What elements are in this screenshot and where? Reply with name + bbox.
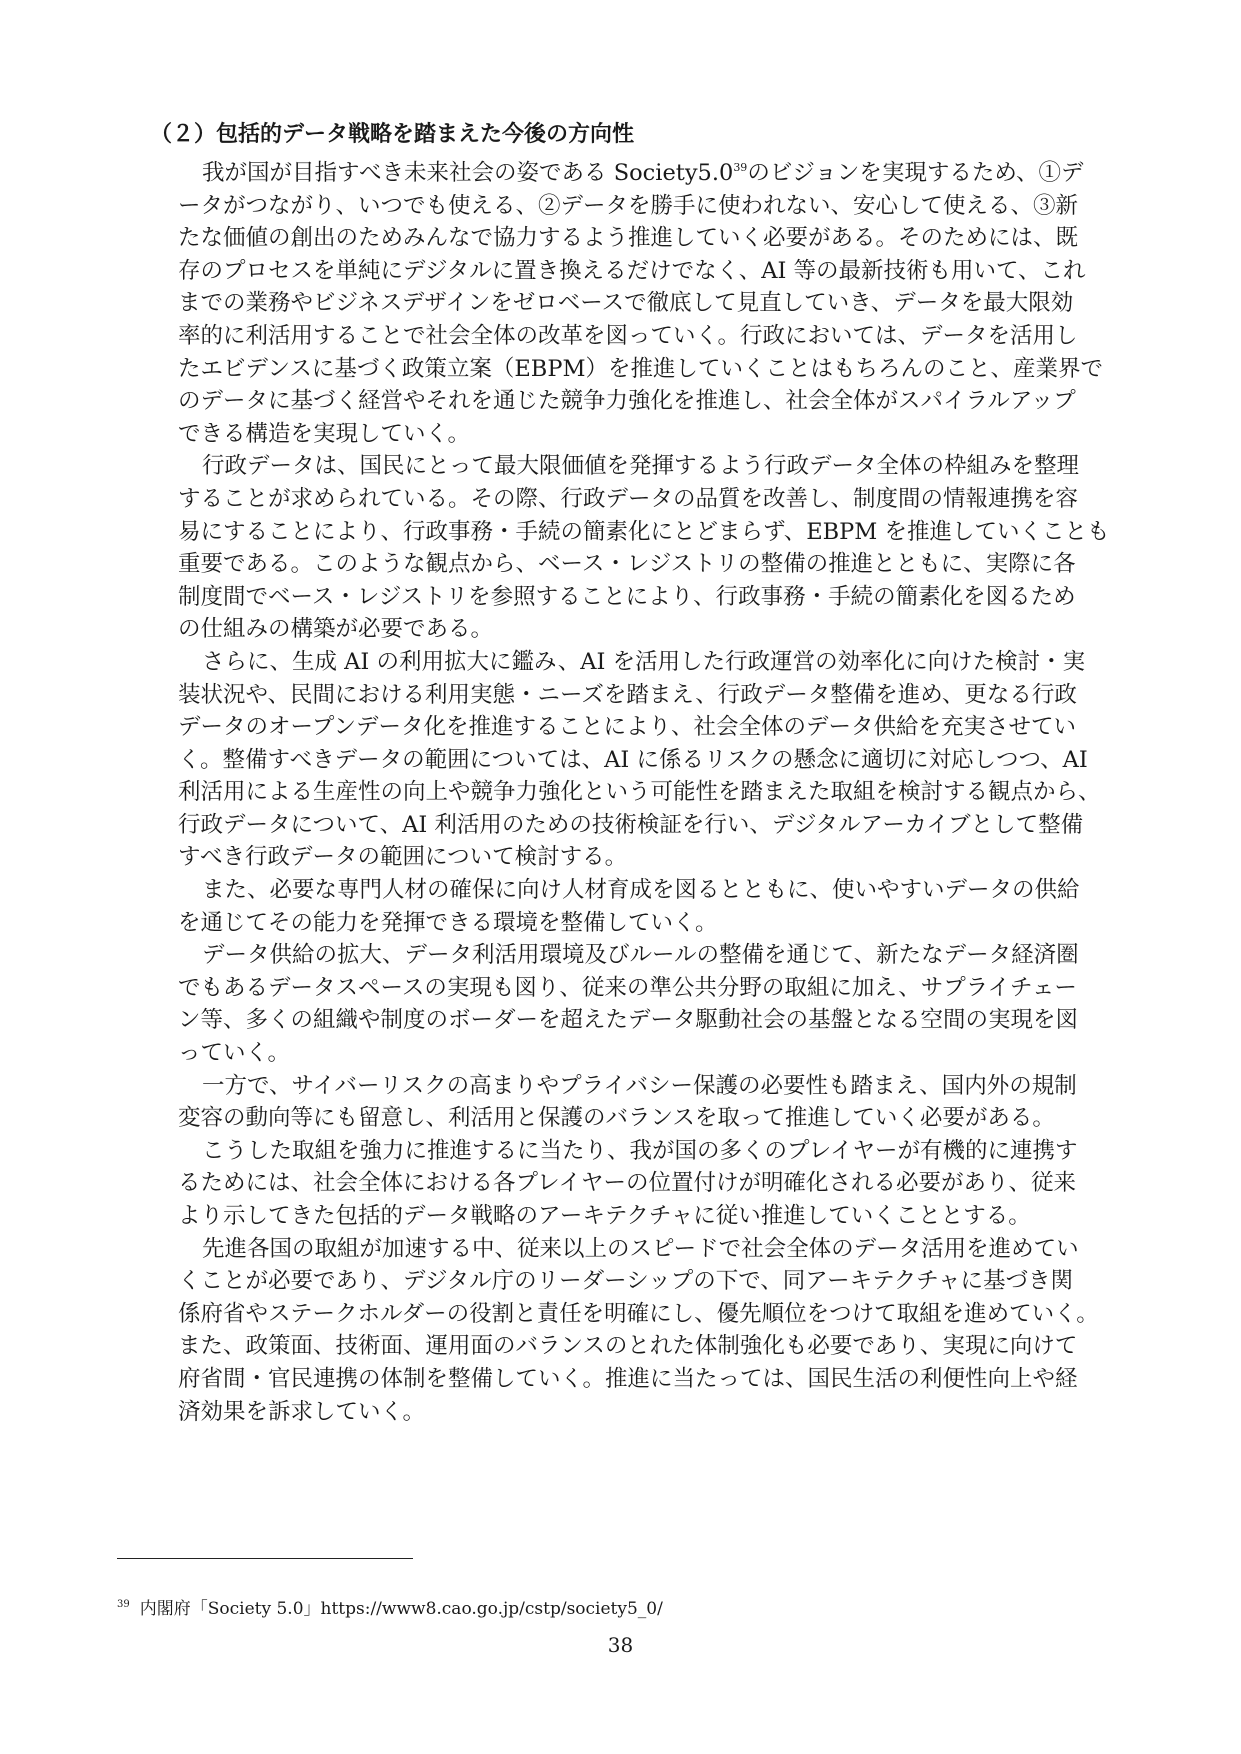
body-line: することが求められている。その際、行政データの品質を改善し、制度間の情報連携を容 bbox=[178, 485, 1079, 512]
body-line: 変容の動向等にも留意し、利活用と保護のバランスを取って推進していく必要がある。 bbox=[178, 1105, 1055, 1132]
body-line: を通じてその能力を発揮できる環境を整備していく。 bbox=[178, 909, 718, 936]
body-line: たエビデンスに基づく政策立案（EBPM）を推進していくことはもちろんのこと、産業界で bbox=[178, 355, 1104, 382]
body-line: すべき行政データの範囲について検討する。 bbox=[178, 844, 628, 871]
body-line: ータがつながり、いつでも使える、②データを勝手に使われない、安心して使える、③新 bbox=[178, 192, 1079, 219]
body-line: できる構造を実現していく。 bbox=[178, 420, 471, 447]
body-line: くことが必要であり、デジタル庁のリーダーシップの下で、同アーキテクチャに基づき関 bbox=[178, 1268, 1074, 1295]
body-line: より示してきた包括的データ戦略のアーキテクチャに従い推進していくこととする。 bbox=[178, 1203, 1031, 1229]
body-line: 易にすることにより、行政事務・手続の簡素化にとどまらず、EBPM を推進していくことも bbox=[178, 518, 1110, 545]
body-line: データ供給の拡大、データ利活用環境及びルールの整備を通じて、新たなデータ経済圏 bbox=[202, 942, 1079, 969]
body-line: く。整備すべきデータの範囲については、AI に係るリスクの懸念に適切に対応しつつ、AI bbox=[178, 746, 1088, 773]
body-line: っていく。 bbox=[178, 1040, 291, 1067]
body-line: 係府省やステークホルダーの役割と責任を明確にし、優先順位をつけて取組を進めていく。 bbox=[178, 1300, 1099, 1327]
body-line: の仕組みの構築が必要である。 bbox=[178, 616, 494, 643]
body-line: また、必要な専門人材の確保に向け人材育成を図るとともに、使いやすいデータの供給 bbox=[202, 877, 1080, 904]
body-line-text: のビジョンを実現するため、①デ bbox=[747, 160, 1084, 186]
body-line: 装状況や、民間における利用実態・ニーズを踏まえ、行政データ整備を進め、更なる行政 bbox=[178, 681, 1077, 708]
section-heading: （２）包括的データ戦略を踏まえた今後の方向性 bbox=[150, 122, 635, 147]
body-line: 存のプロセスを単純にデジタルに置き換えるだけでなく、AI 等の最新技術も用いて、これ bbox=[178, 257, 1086, 284]
body-line: 利活用による生産性の向上や競争力強化という可能性を踏まえた取組を検討する観点から、 bbox=[178, 779, 1101, 806]
page-number: 38 bbox=[607, 1633, 634, 1657]
body-line: でもあるデータスペースの実現も図り、従来の準公共分野の取組に加え、サプライチェー bbox=[178, 974, 1077, 1001]
body-text bbox=[178, 157, 1128, 1428]
footnote-reference: 39 bbox=[733, 161, 748, 174]
body-line: 府省間・官民連携の体制を整備していく。推進に当たっては、国民生活の利便性向上や経 bbox=[178, 1365, 1078, 1392]
body-line: 済効果を訴求していく。 bbox=[178, 1398, 426, 1425]
body-line: ン等、多くの組織や制度のボーダーを超えたデータ駆動社会の基盤となる空間の実現を図 bbox=[178, 1007, 1079, 1034]
body-line bbox=[178, 157, 1128, 190]
body-line: のデータに基づく経営やそれを通じた競争力強化を推進し、社会全体がスパイラルアップ bbox=[178, 388, 1076, 415]
body-line: までの業務やビジネスデザインをゼロベースで徹底して見直していき、データを最大限効 bbox=[178, 290, 1074, 317]
footnote bbox=[117, 1598, 663, 1620]
body-line: また、政策面、技術面、運用面のバランスのとれた体制強化も必要であり、実現に向けて bbox=[178, 1333, 1078, 1360]
body-line: るためには、社会全体における各プレイヤーの位置付けが明確化される必要があり、従来 bbox=[178, 1170, 1076, 1197]
body-line: 行政データは、国民にとって最大限価値を発揮するよう行政データ全体の枠組みを整理 bbox=[202, 453, 1080, 480]
body-line: たな価値の創出のためみんなで協力するよう推進していく必要がある。そのためには、既 bbox=[178, 225, 1079, 252]
body-line: 重要である。このような観点から、ベース・レジストリの整備の推進とともに、実際に各 bbox=[178, 551, 1076, 578]
body-line: データのオープンデータ化を推進することにより、社会全体のデータ供給を充実させてい bbox=[178, 714, 1076, 741]
body-line: さらに、生成 AI の利用拡大に鑑み、AI を活用した行政運営の効率化に向けた検討・実 bbox=[202, 648, 1086, 675]
footnote-number: 39 bbox=[117, 1599, 130, 1610]
body-line: 行政データについて、AI 利活用のための技術検証を行い、デジタルアーカイブとして整備 bbox=[178, 811, 1084, 838]
body-line: 制度間でベース・レジストリを参照することにより、行政事務・手続の簡素化を図るため bbox=[178, 583, 1076, 610]
body-line: こうした取組を強力に推進するに当たり、我が国の多くのプレイヤーが有機的に連携す bbox=[202, 1137, 1078, 1164]
body-line-text: 我が国が目指すべき未来社会の姿である Society5.0 bbox=[202, 160, 734, 186]
footnote-text: 内閣府「Society 5.0」https://www8.cao.go.jp/cstp/society5_0/ bbox=[139, 1599, 663, 1619]
body-line: 率的に利活用することで社会全体の改革を図っていく。行政においては、データを活用し bbox=[178, 322, 1078, 349]
footnote-separator bbox=[117, 1558, 413, 1559]
body-line: 先進各国の取組が加速する中、従来以上のスピードで社会全体のデータ活用を進めてい bbox=[202, 1235, 1079, 1262]
body-line: 一方で、サイバーリスクの高まりやプライバシー保護の必要性も踏まえ、国内外の規制 bbox=[202, 1072, 1077, 1099]
